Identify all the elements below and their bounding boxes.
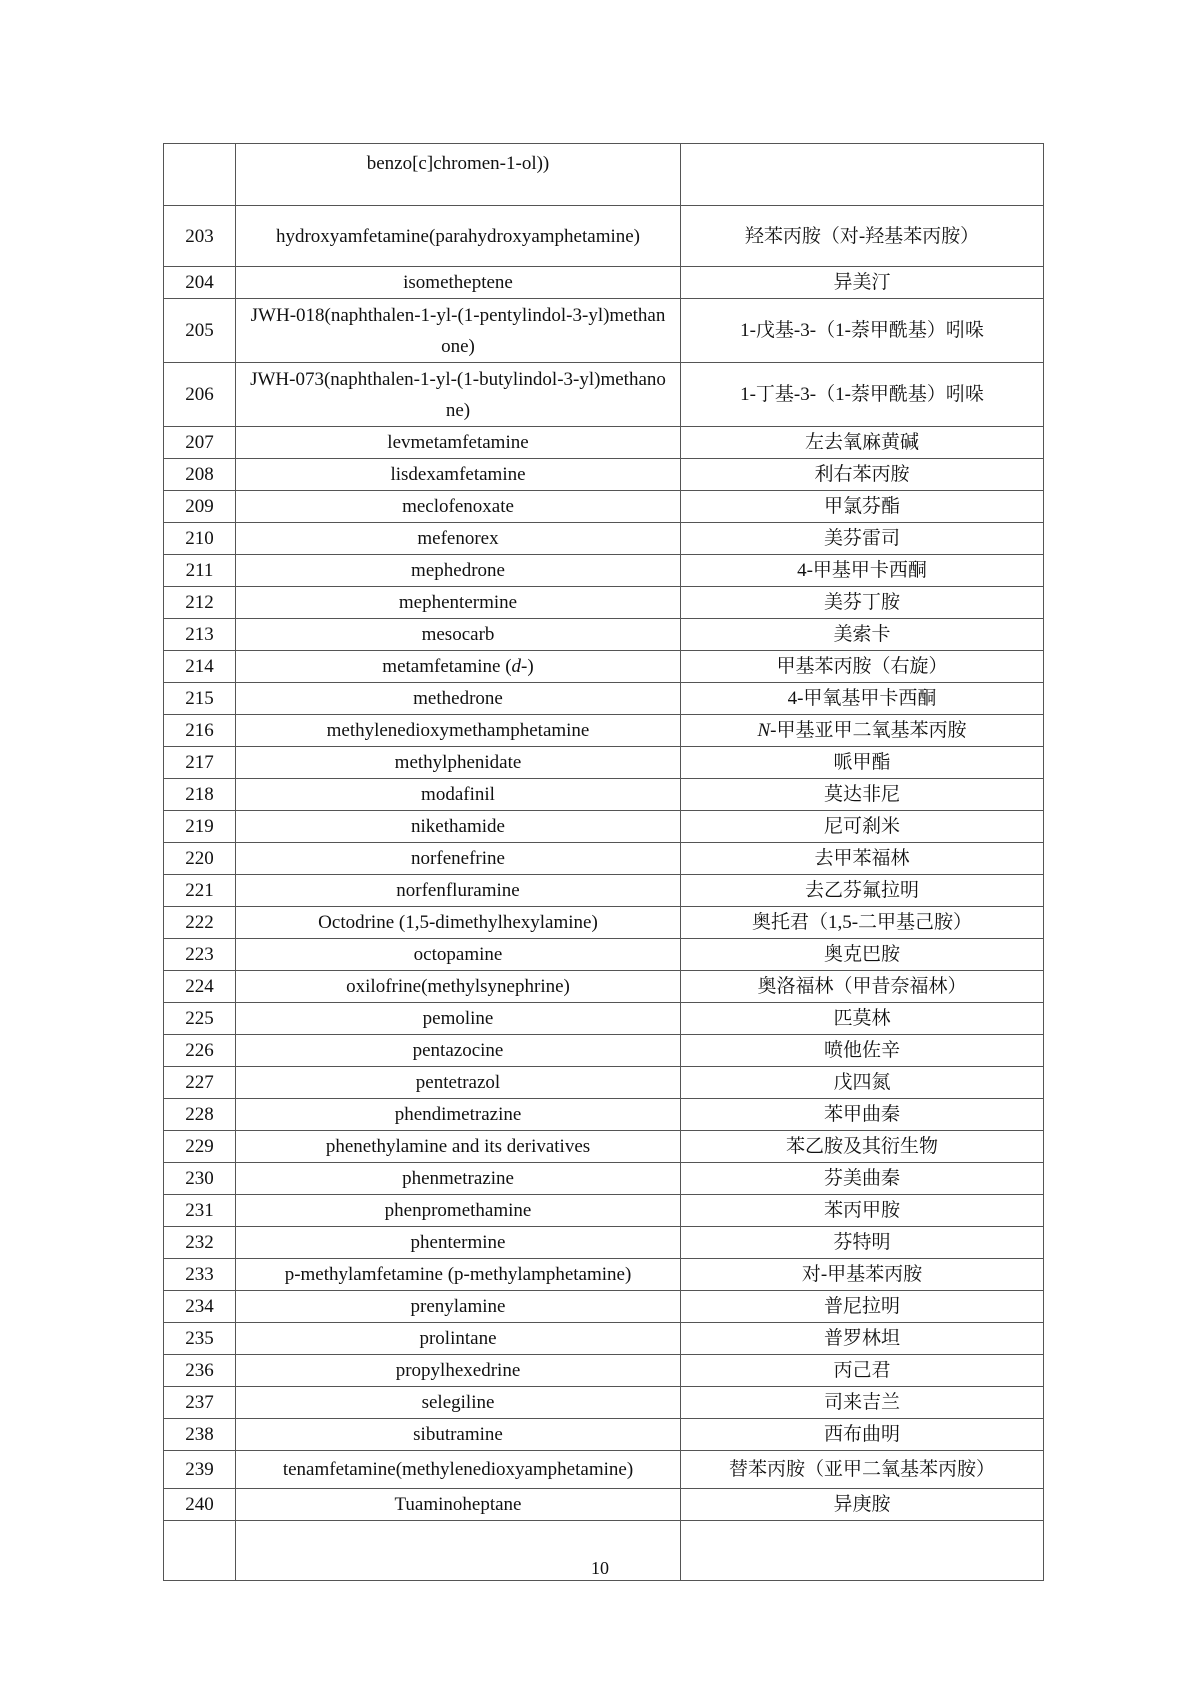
table-row — [164, 683, 1044, 715]
table-row — [164, 1195, 1044, 1227]
substance-name: norfenfluramine — [236, 875, 681, 907]
table-row — [164, 1067, 1044, 1099]
table-row — [164, 715, 1044, 747]
chinese-name: 喷他佐辛 — [681, 1035, 1044, 1067]
table-row — [164, 619, 1044, 651]
substance-name: JWH-073(naphthalen-1-yl-(1-butylindol-3-yl)methanone) — [236, 363, 681, 427]
table-row — [164, 651, 1044, 683]
chinese-name: 异庚胺 — [681, 1489, 1044, 1521]
substance-name: pentazocine — [236, 1035, 681, 1067]
substance-name: phentermine — [236, 1227, 681, 1259]
chinese-name: 奥洛福林（甲昔奈福林） — [681, 971, 1044, 1003]
table-row — [164, 206, 1044, 267]
row-number: 208 — [164, 459, 236, 491]
chinese-name: 对-甲基苯丙胺 — [681, 1259, 1044, 1291]
chinese-name: 甲基苯丙胺（右旋） — [681, 651, 1044, 683]
table-row — [164, 555, 1044, 587]
row-number: 222 — [164, 907, 236, 939]
chinese-name: 奥托君（1,5-二甲基己胺） — [681, 907, 1044, 939]
row-number: 232 — [164, 1227, 236, 1259]
row-number: 224 — [164, 971, 236, 1003]
table-row — [164, 939, 1044, 971]
row-number: 217 — [164, 747, 236, 779]
table-row — [164, 491, 1044, 523]
row-number: 231 — [164, 1195, 236, 1227]
table-row — [164, 267, 1044, 299]
chinese-name: 苯乙胺及其衍生物 — [681, 1131, 1044, 1163]
row-number: 220 — [164, 843, 236, 875]
table-row — [164, 1227, 1044, 1259]
table-row — [164, 1355, 1044, 1387]
substance-name: tenamfetamine(methylenedioxyamphetamine) — [236, 1451, 681, 1489]
row-number: 236 — [164, 1355, 236, 1387]
chinese-name: 司来吉兰 — [681, 1387, 1044, 1419]
table-row — [164, 363, 1044, 427]
row-number: 240 — [164, 1489, 236, 1521]
table-row — [164, 747, 1044, 779]
table-row — [164, 459, 1044, 491]
substance-name: pentetrazol — [236, 1067, 681, 1099]
chinese-name: 左去氧麻黄碱 — [681, 427, 1044, 459]
chinese-name: 哌甲酯 — [681, 747, 1044, 779]
substance-name: levmetamfetamine — [236, 427, 681, 459]
substance-name: norfenefrine — [236, 843, 681, 875]
chinese-name: 4-甲氧基甲卡西酮 — [681, 683, 1044, 715]
row-number: 226 — [164, 1035, 236, 1067]
table-row — [164, 1387, 1044, 1419]
row-number: 228 — [164, 1099, 236, 1131]
row-number: 209 — [164, 491, 236, 523]
substance-name: methylphenidate — [236, 747, 681, 779]
table-row — [164, 1291, 1044, 1323]
substance-name: oxilofrine(methylsynephrine) — [236, 971, 681, 1003]
page-number: 10 — [591, 1558, 609, 1578]
table-row — [164, 971, 1044, 1003]
chinese-name: 美芬雷司 — [681, 523, 1044, 555]
substance-name: benzo[c]chromen-1-ol)) — [236, 144, 681, 206]
table-row — [164, 907, 1044, 939]
row-number: 235 — [164, 1323, 236, 1355]
substance-name: hydroxyamfetamine(parahydroxyamphetamine) — [236, 206, 681, 267]
chinese-name: 苯甲曲秦 — [681, 1099, 1044, 1131]
table-row — [164, 1163, 1044, 1195]
table-row — [164, 1489, 1044, 1521]
table-row — [164, 1003, 1044, 1035]
row-number: 205 — [164, 299, 236, 363]
substance-name: nikethamide — [236, 811, 681, 843]
row-number: 203 — [164, 206, 236, 267]
table-body — [164, 144, 1044, 1581]
chinese-name: 莫达非尼 — [681, 779, 1044, 811]
substance-name: mephentermine — [236, 587, 681, 619]
chinese-name: 丙己君 — [681, 1355, 1044, 1387]
chinese-name: 利右苯丙胺 — [681, 459, 1044, 491]
substance-name: p-methylamfetamine (p-methylamphetamine) — [236, 1259, 681, 1291]
chinese-name: 戊四氮 — [681, 1067, 1044, 1099]
row-number: 207 — [164, 427, 236, 459]
table-row — [164, 1323, 1044, 1355]
table-row — [164, 587, 1044, 619]
substance-name: octopamine — [236, 939, 681, 971]
chinese-name: 尼可刹米 — [681, 811, 1044, 843]
chinese-name: 4-甲基甲卡西酮 — [681, 555, 1044, 587]
chinese-name — [681, 144, 1044, 206]
substance-table — [163, 143, 1044, 1581]
row-number: 218 — [164, 779, 236, 811]
table-row — [164, 1419, 1044, 1451]
chinese-name: 去乙芬氟拉明 — [681, 875, 1044, 907]
substance-name: propylhexedrine — [236, 1355, 681, 1387]
chinese-name: 美索卡 — [681, 619, 1044, 651]
table-row — [164, 1099, 1044, 1131]
chinese-name: 异美汀 — [681, 267, 1044, 299]
substance-name: selegiline — [236, 1387, 681, 1419]
table-row — [164, 875, 1044, 907]
substance-name: mephedrone — [236, 555, 681, 587]
chinese-name: 替苯丙胺（亚甲二氧基苯丙胺） — [681, 1451, 1044, 1489]
chinese-name: 普罗林坦 — [681, 1323, 1044, 1355]
substance-name: meclofenoxate — [236, 491, 681, 523]
row-number: 210 — [164, 523, 236, 555]
row-number: 216 — [164, 715, 236, 747]
table-row — [164, 779, 1044, 811]
substance-name: modafinil — [236, 779, 681, 811]
substance-name: methedrone — [236, 683, 681, 715]
substance-name: pemoline — [236, 1003, 681, 1035]
row-number: 212 — [164, 587, 236, 619]
chinese-name: 西布曲明 — [681, 1419, 1044, 1451]
chinese-name: 去甲苯福林 — [681, 843, 1044, 875]
row-number: 233 — [164, 1259, 236, 1291]
row-number: 215 — [164, 683, 236, 715]
substance-name: sibutramine — [236, 1419, 681, 1451]
row-number: 239 — [164, 1451, 236, 1489]
chinese-name: 奥克巴胺 — [681, 939, 1044, 971]
row-number: 213 — [164, 619, 236, 651]
table-row — [164, 523, 1044, 555]
row-number: 214 — [164, 651, 236, 683]
table-row — [164, 1035, 1044, 1067]
chinese-name: 苯丙甲胺 — [681, 1195, 1044, 1227]
row-number — [164, 144, 236, 206]
substance-name: Octodrine (1,5-dimethylhexylamine) — [236, 907, 681, 939]
substance-name: Tuaminoheptane — [236, 1489, 681, 1521]
substance-name: phenethylamine and its derivatives — [236, 1131, 681, 1163]
row-number: 219 — [164, 811, 236, 843]
table-row — [164, 1131, 1044, 1163]
substance-name: methylenedioxymethamphetamine — [236, 715, 681, 747]
chinese-name: 普尼拉明 — [681, 1291, 1044, 1323]
substance-name: isometheptene — [236, 267, 681, 299]
substance-name: phenmetrazine — [236, 1163, 681, 1195]
substance-name: prenylamine — [236, 1291, 681, 1323]
row-number: 206 — [164, 363, 236, 427]
row-number: 234 — [164, 1291, 236, 1323]
row-number: 221 — [164, 875, 236, 907]
substance-name: mefenorex — [236, 523, 681, 555]
row-number: 211 — [164, 555, 236, 587]
chinese-name: 芬特明 — [681, 1227, 1044, 1259]
table-row — [164, 427, 1044, 459]
table-row — [164, 299, 1044, 363]
chinese-name: 1-丁基-3-（1-萘甲酰基）吲哚 — [681, 363, 1044, 427]
chinese-name: 1-戊基-3-（1-萘甲酰基）吲哚 — [681, 299, 1044, 363]
row-number: 225 — [164, 1003, 236, 1035]
table-row — [164, 144, 1044, 206]
substance-name: JWH-018(naphthalen-1-yl-(1-pentylindol-3-yl)methanone) — [236, 299, 681, 363]
substance-name: phenpromethamine — [236, 1195, 681, 1227]
chinese-name: 美芬丁胺 — [681, 587, 1044, 619]
table-row — [164, 1259, 1044, 1291]
substance-name: lisdexamfetamine — [236, 459, 681, 491]
row-number: 227 — [164, 1067, 236, 1099]
substance-name: prolintane — [236, 1323, 681, 1355]
chinese-name: N-甲基亚甲二氧基苯丙胺 — [681, 715, 1044, 747]
table-row — [164, 811, 1044, 843]
chinese-name: 芬美曲秦 — [681, 1163, 1044, 1195]
substance-name: phendimetrazine — [236, 1099, 681, 1131]
row-number: 230 — [164, 1163, 236, 1195]
substance-name: metamfetamine (d-) — [236, 651, 681, 683]
row-number: 223 — [164, 939, 236, 971]
table-row — [164, 843, 1044, 875]
row-number: 238 — [164, 1419, 236, 1451]
substance-name: mesocarb — [236, 619, 681, 651]
table-row — [164, 1451, 1044, 1489]
chinese-name: 匹莫林 — [681, 1003, 1044, 1035]
row-number: 204 — [164, 267, 236, 299]
chinese-name: 羟苯丙胺（对-羟基苯丙胺） — [681, 206, 1044, 267]
row-number: 237 — [164, 1387, 236, 1419]
chinese-name: 甲氯芬酯 — [681, 491, 1044, 523]
row-number: 229 — [164, 1131, 236, 1163]
